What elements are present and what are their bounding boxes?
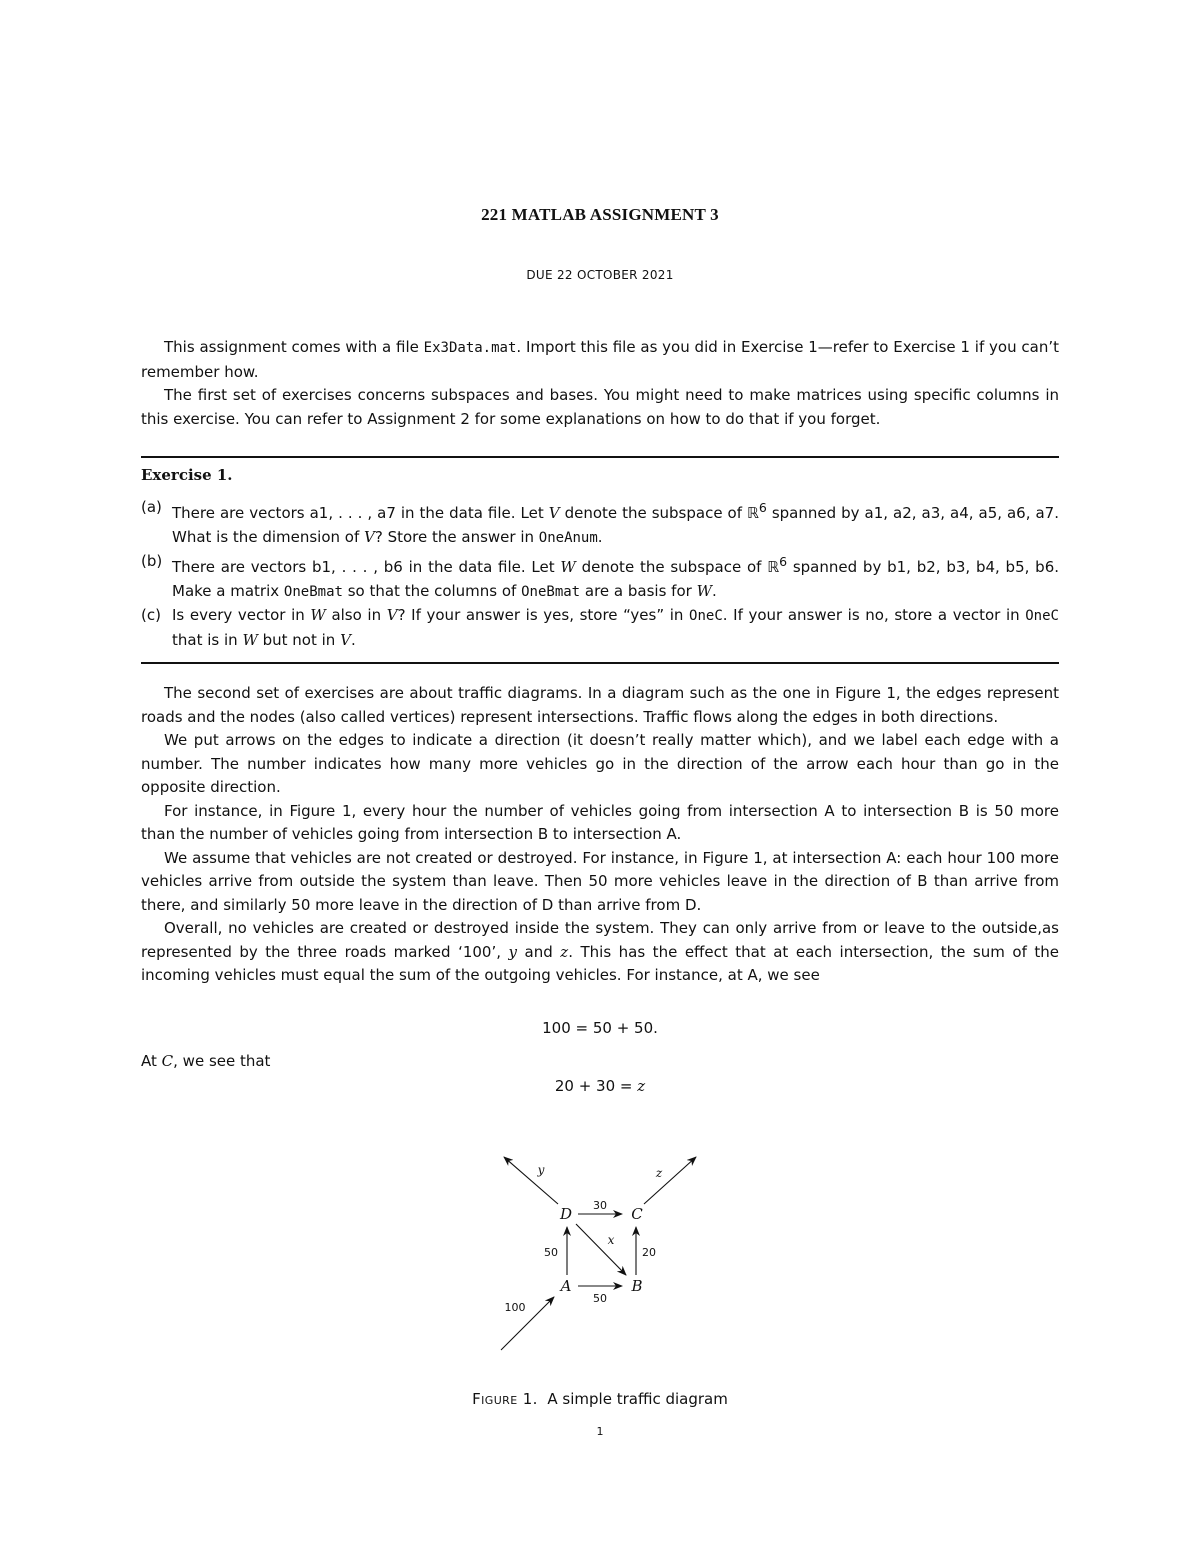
node-a: A	[560, 1277, 572, 1295]
at-c-text	[141, 1052, 270, 1070]
item-text: also in	[325, 606, 387, 624]
item-label: (b)	[141, 552, 163, 570]
due-date: DUE 22 OCTOBER 2021	[526, 268, 674, 282]
item-text: .	[711, 581, 717, 600]
item-text: are a basis for	[580, 581, 697, 600]
item-label: (c)	[141, 606, 161, 624]
superscript: 6	[779, 554, 788, 569]
intro-paragraph-1	[141, 336, 1059, 384]
page-number: 1	[596, 1425, 604, 1438]
math-symbol: W	[696, 581, 712, 600]
label-in-a: 100	[504, 1301, 526, 1314]
intro-section	[141, 336, 1059, 431]
label-out-c: z	[655, 1166, 663, 1180]
page-title: 221 MATLAB ASSIGNMENT 3	[481, 205, 719, 224]
label-out-d: y	[537, 1163, 545, 1177]
traffic-paragraph-3: For instance, in Figure 1, every hour the number of vehicles going from intersection A to intersection B is 50 more than the number of vehicles going from intersection B to intersection A.	[141, 801, 1059, 843]
intro-text: . Import this file as you did in Exercise 1—refer to Exercise 1 if you can’t remember how.	[141, 338, 1059, 381]
equation-at-c	[0, 1077, 1200, 1095]
item-text: that is in	[172, 630, 243, 649]
section-divider	[141, 456, 1059, 458]
traffic-paragraph-1: The second set of exercises are about traffic diagrams. In a diagram such as the one in Figure 1, the edges represent roads and the nodes (also called vertices) represent intersections. Traffic flows along the edges in both directions.	[141, 684, 1059, 726]
math-symbol: W	[560, 558, 576, 576]
item-text: so that the columns of	[342, 581, 522, 600]
data-file-name: Ex3Data.mat	[423, 340, 517, 356]
caption-text: A simple traffic diagram	[547, 1390, 728, 1408]
label-d-c: 30	[593, 1199, 607, 1212]
node-c: C	[631, 1205, 643, 1223]
math-symbol: z	[560, 942, 569, 961]
equation-text: 20 + 30 =	[554, 1077, 638, 1095]
edge-d-b	[576, 1224, 626, 1275]
label-d-b: x	[607, 1233, 615, 1247]
math-symbol: W	[310, 606, 326, 624]
variable-name: OneAnum	[538, 529, 598, 546]
item-label: (a)	[141, 498, 162, 516]
paragraph-text: and	[517, 942, 561, 961]
item-text: ? Store the answer in	[374, 527, 539, 546]
item-text: denote the subspace of ℝ	[575, 558, 780, 576]
exercise-1a	[141, 496, 1059, 550]
edge-out-c	[644, 1157, 696, 1204]
traffic-paragraph-4: We assume that vehicles are not created or destroyed. For instance, in Figure 1, at intersection A: each hour 100 more vehicles arrive from outside the system than leave. Then 50 more vehicles leave in the direction of B than arrive from there, and similarly 50 more leave in the direction of D than arrive from D.	[141, 848, 1059, 914]
item-text: .	[350, 630, 356, 649]
math-symbol: W	[242, 630, 258, 649]
math-symbol: y	[508, 942, 518, 961]
traffic-section	[141, 682, 1059, 988]
exercise-1b	[141, 550, 1059, 604]
node-d: D	[559, 1205, 573, 1223]
superscript: 6	[758, 500, 767, 515]
item-text: Is every vector in	[172, 606, 311, 624]
variable-name: OneC	[1025, 608, 1059, 624]
item-text: but not in	[257, 630, 341, 649]
math-symbol: V	[548, 504, 560, 522]
math-symbol: z	[637, 1077, 646, 1095]
traffic-diagram	[480, 1145, 720, 1360]
caption-prefix: Figure 1.	[472, 1390, 538, 1408]
exercise-1-title: Exercise 1.	[141, 466, 233, 484]
variable-name: OneBmat	[521, 583, 581, 600]
item-text: There are vectors a1, . . . , a7 in the data file. Let	[172, 504, 549, 522]
item-text: There are vectors b1, . . . , b6 in the data file. Let	[172, 558, 561, 576]
figure-caption	[0, 1390, 1200, 1408]
item-text: . If your answer is no, store a vector in	[722, 606, 1026, 624]
paragraph-text: , we see that	[173, 1052, 271, 1070]
traffic-paragraph-5	[141, 917, 1059, 988]
item-text: spanned by a1, a2, a3, a4, a5, a6, a7. What is the dimension of	[172, 504, 1059, 546]
item-text: .	[597, 527, 603, 546]
label-b-c: 20	[642, 1246, 656, 1259]
equation-at-a: 100 = 50 + 50.	[542, 1019, 658, 1037]
item-text: denote the subspace of ℝ	[559, 504, 759, 522]
label-a-b: 50	[593, 1292, 607, 1305]
math-symbol: V	[364, 527, 375, 546]
variable-name: OneC	[689, 608, 723, 624]
variable-name: OneBmat	[283, 583, 343, 600]
section-divider	[141, 662, 1059, 664]
paragraph-text: At	[141, 1052, 162, 1070]
paragraph-text: Overall, no vehicles are created or destroyed inside the system. They can only arrive from or leave to the outside,as represented by the three roads marked ‘100’,	[141, 919, 1059, 961]
paragraph-text: . This has the effect that at each intersection, the sum of the incoming vehicles must equal the sum of the outgoing vehicles. For instance, at A, we see	[141, 942, 1059, 984]
exercise-1c	[141, 604, 1059, 652]
node-b: B	[631, 1277, 643, 1295]
math-symbol: V	[386, 606, 398, 624]
math-symbol: C	[161, 1052, 174, 1070]
intro-paragraph-2: The first set of exercises concerns subspaces and bases. You might need to make matrices using specific columns in this exercise. You can refer to Assignment 2 for some explanations on how to do that if you forget.	[141, 386, 1059, 428]
label-a-d: 50	[544, 1246, 558, 1259]
item-text: ? If your answer is yes, store “yes” in	[397, 606, 690, 624]
math-symbol: V	[340, 630, 351, 649]
traffic-paragraph-2: We put arrows on the edges to indicate a direction (it doesn’t really matter which), and we label each edge with a number. The number indicates how many more vehicles go in the direction of the arrow each hour than go in the opposite direction.	[141, 731, 1059, 796]
item-text: spanned by b1, b2, b3, b4, b5, b6. Make a matrix	[172, 558, 1060, 600]
intro-text: This assignment comes with a file	[164, 338, 424, 356]
exercise-1-list	[141, 496, 1059, 652]
edge-out-d	[504, 1157, 558, 1204]
